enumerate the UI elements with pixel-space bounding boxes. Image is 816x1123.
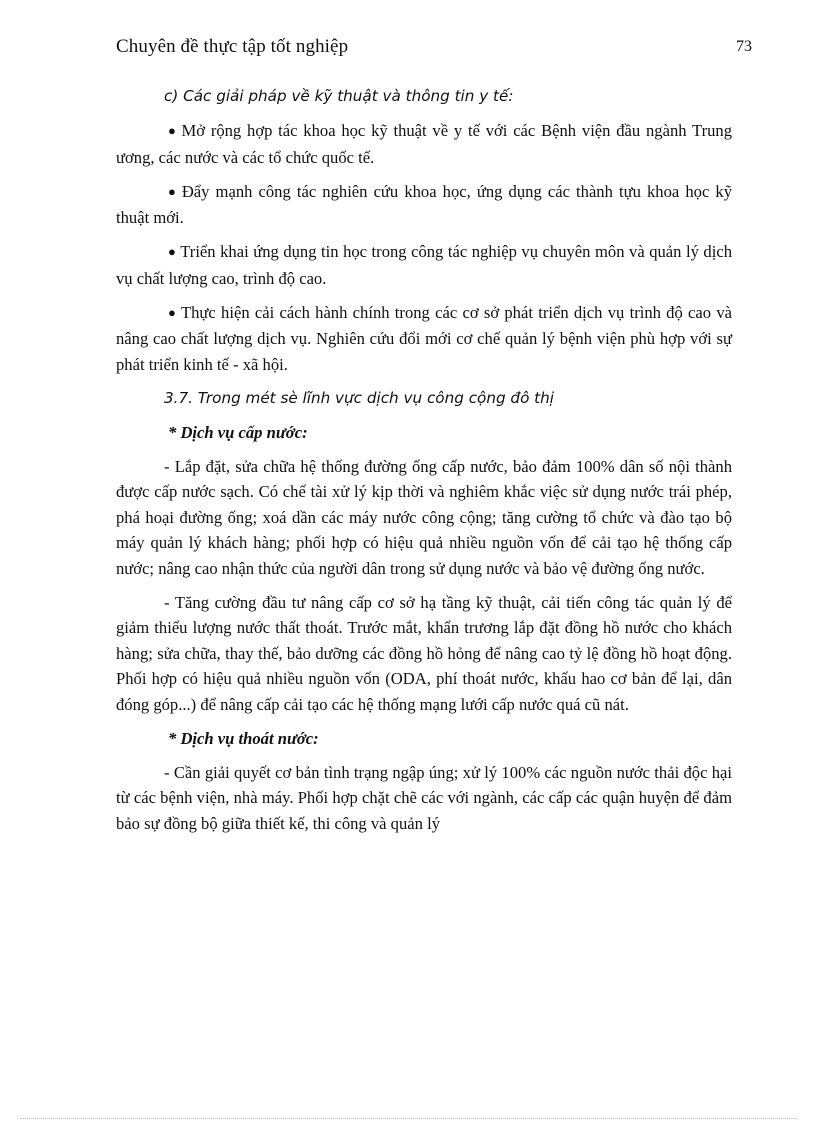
water-supply-paragraph: - Lắp đặt, sửa chữa hệ thống đường ống cấp nước, bảo đảm 100% dân số nội thành được cấp nước sạch. Có chế tài xử lý kịp thời và nghiêm khắc việc sử dụng nước trái phép, phá hoại đường ống; xoá dần các máy nước công cộng; tăng cường tổ chức và đào tạo bộ máy quản lý khách hàng; phối hợp có hiệu quả nhiều nguồn vốn để cải tạo hệ thống cấp nước; nâng cao nhận thức của người dân trong sử dụng nước và bảo vệ đường ống nước. xyxy=(116,456,732,578)
water-supply-paragraph: - Tăng cường đầu tư nâng cấp cơ sở hạ tầng kỹ thuật, cải tiến công tác quản lý để giảm thiểu lượng nước thất thoát. Trước mắt, khẩn trương lắp đặt đồng hồ nước cho khách hàng; sửa chữa, thay thế, bảo dưỡng các đồng hồ hỏng để nâng cao tỷ lệ đồng hồ hoạt động. Phối hợp có hiệu quả nhiều nguồn vốn (ODA, phí thoát nước, khấu hao cơ bản để lại, dân đóng góp...) để nâng cấp cải tạo các hệ thống mạng lưới cấp nước quá cũ nát. xyxy=(116,592,732,714)
page-header xyxy=(116,36,752,66)
bullet-item xyxy=(116,118,732,170)
bullet-text: Đẩy mạnh công tác nghiên cứu khoa học, ứng dụng các thành tựu khoa học kỹ thuật mới. xyxy=(116,181,732,227)
bullet-icon: ● xyxy=(168,244,177,259)
bullet-icon: ● xyxy=(168,123,178,138)
bullet-item xyxy=(116,179,732,231)
drainage-heading: * Dịch vụ thoát nước: xyxy=(168,728,319,748)
bullet-icon: ● xyxy=(168,183,178,199)
water-supply-heading: * Dịch vụ cấp nước: xyxy=(168,422,308,442)
bullet-text: Mở rộng hợp tác khoa học kỹ thuật về y tế với các Bệnh viện đầu ngành Trung ương, các nước và các tổ chức quốc tế. xyxy=(116,121,733,167)
section-c-heading: c) Các giải pháp về kỹ thuật và thông tin y tế: xyxy=(164,87,514,105)
page-number: 73 xyxy=(736,38,752,55)
bullet-item xyxy=(116,300,732,378)
bullet-text: Thực hiện cải cách hành chính trong các cơ sở phát triển dịch vụ trình độ cao và nâng cao chất lượng dịch vụ. Nghiên cứu đổi mới cơ chế quản lý bệnh viện phù hợp với sự phát triển kinh tế - xã hội. xyxy=(116,302,733,374)
drainage-paragraph: - Cần giải quyết cơ bản tình trạng ngập úng; xử lý 100% các nguồn nước thải độc hại từ các bệnh viện, nhà máy. Phối hợp chặt chẽ các với ngành, các cấp các quận huyện để đảm bảo sự đồng bộ giữa thiết kế, thi công và quản lý xyxy=(116,762,732,833)
bullet-text: Triển khai ứng dụng tin học trong công tác nghiệp vụ chuyên môn và quản lý dịch vụ chất lượng cao, trình độ cao. xyxy=(116,242,732,288)
header-title: Chuyên đề thực tập tốt nghiệp xyxy=(116,36,349,57)
page-bottom-divider xyxy=(20,1118,796,1119)
bullet-item xyxy=(116,239,732,291)
document-body xyxy=(116,84,732,845)
bullet-icon: ● xyxy=(168,304,177,320)
section-37-heading: 3.7. Trong mét sè lĩnh vực dịch vụ công cộng đô thị xyxy=(164,388,554,407)
